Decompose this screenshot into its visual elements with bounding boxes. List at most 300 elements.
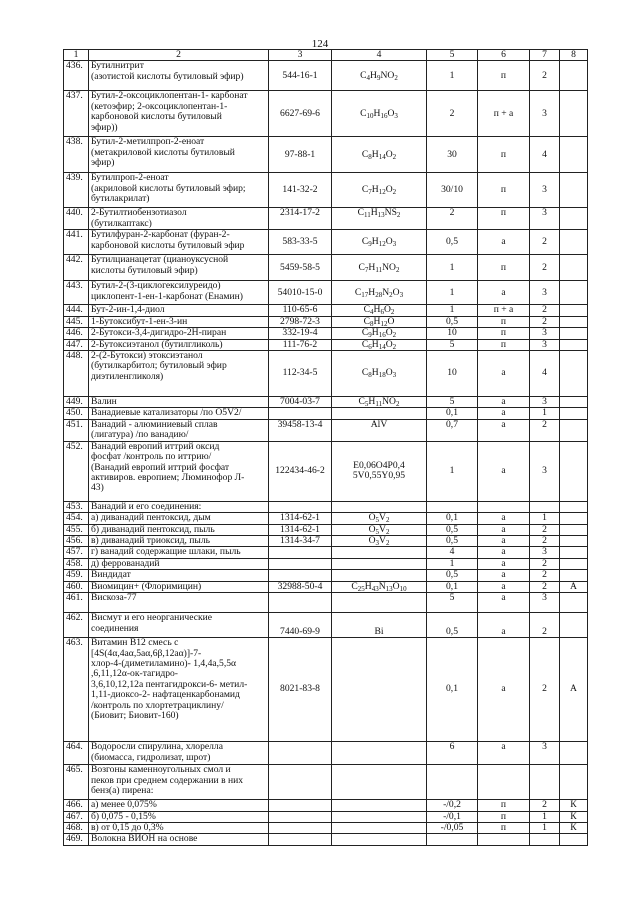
- name-line: Виндидат: [91, 569, 131, 581]
- name-line: ,6,11,12α-ок-тагидро-: [91, 668, 179, 680]
- row-number: 455.: [64, 524, 89, 535]
- name-line: а) диванадий пентоксид, дым: [91, 512, 211, 524]
- name-line: пеков при среднем содержании в них: [91, 774, 244, 786]
- name-line: Водоросли спирулина, хлорелла: [91, 741, 223, 753]
- column-header: 2: [89, 50, 269, 61]
- aggregate-state: а: [478, 281, 530, 305]
- row-number: 449.: [64, 397, 89, 408]
- cas-number: 1314-62-1: [269, 513, 332, 524]
- formula: $C_8H_{12}O$: [332, 316, 427, 327]
- note: К: [560, 811, 588, 822]
- note: [560, 230, 588, 255]
- substance-name: [89, 339, 269, 350]
- formula: $C_4H_9NO_2$: [332, 61, 427, 91]
- note: [560, 305, 588, 316]
- pdk-value: 1: [427, 61, 478, 91]
- cas-number: [269, 834, 332, 845]
- note: [560, 419, 588, 441]
- name-line: Вискоза-77: [91, 592, 137, 604]
- formula: $C_4H_6O_2$: [332, 305, 427, 316]
- table-row: [64, 765, 588, 800]
- table-row: [64, 513, 588, 524]
- formula: $C_{10}H_{16}O_3$: [332, 91, 427, 137]
- table-row: [64, 91, 588, 137]
- pdk-value: 1: [427, 255, 478, 281]
- aggregate-state: а: [478, 419, 530, 441]
- hazard-class: 3: [530, 742, 560, 765]
- name-line: Бутил-2-метилпроп-2-еноат: [91, 136, 205, 148]
- pdk-value: 5: [427, 397, 478, 408]
- name-line: Бутил-2-оксоциклопентан-1- карбонат: [91, 90, 248, 102]
- note: [560, 408, 588, 419]
- hazard-class: 4: [530, 351, 560, 397]
- row-number: 468.: [64, 822, 89, 833]
- name-line: (биомасса, гидролизат, шрот): [91, 751, 211, 763]
- formula: [332, 834, 427, 845]
- row-number: 458.: [64, 558, 89, 569]
- substance-name: [89, 513, 269, 524]
- note: К: [560, 800, 588, 811]
- table-row: [64, 570, 588, 581]
- substance-name: [89, 305, 269, 316]
- formula: $C_5H_{11}NO_2$: [332, 397, 427, 408]
- substance-name: [89, 570, 269, 581]
- pdk-value: 10: [427, 328, 478, 339]
- row-number: 464.: [64, 742, 89, 765]
- table-row: [64, 61, 588, 91]
- substance-name: [89, 811, 269, 822]
- aggregate-state: [478, 834, 530, 845]
- formula: [332, 811, 427, 822]
- pdk-value: 0,1: [427, 581, 478, 592]
- name-line: хлор-4-(диметиламино)- 1,4,4a,5,5α: [91, 657, 237, 669]
- pdk-value: 0,5: [427, 536, 478, 547]
- name-line: а) менее 0,075%: [91, 799, 157, 811]
- table-row: [64, 339, 588, 350]
- row-number: 466.: [64, 800, 89, 811]
- cas-number: [269, 800, 332, 811]
- table-row: [64, 408, 588, 419]
- pdk-value: 2: [427, 91, 478, 137]
- pdk-value: 2: [427, 208, 478, 230]
- note: [560, 137, 588, 173]
- row-number: 457.: [64, 547, 89, 558]
- pdk-value: 5: [427, 339, 478, 350]
- pdk-value: 4: [427, 547, 478, 558]
- substance-name: [89, 524, 269, 535]
- table-row: [64, 822, 588, 833]
- hazard-class: [530, 765, 560, 800]
- substance-name: [89, 613, 269, 638]
- pdk-value: [427, 501, 478, 512]
- cas-number: 111-76-2: [269, 339, 332, 350]
- row-number: 443.: [64, 281, 89, 305]
- name-line: [4S(4α,4aα,5aα,6β,12aα)]-7-: [91, 647, 202, 659]
- row-number: 465.: [64, 765, 89, 800]
- formula: Bi: [332, 613, 427, 638]
- name-line: 2-Бутоксиэтанол (бутилгликоль): [91, 338, 223, 350]
- aggregate-state: [478, 765, 530, 800]
- note: [560, 281, 588, 305]
- note: А: [560, 581, 588, 592]
- name-line: эфир): [91, 157, 115, 169]
- name-line: карбоновой кислоты бутиловый: [91, 111, 222, 123]
- substance-name: [89, 351, 269, 397]
- hazard-class: 2: [530, 316, 560, 327]
- formula: [332, 547, 427, 558]
- name-line: 2-Бутокси-3,4-дигидро-2Н-пиран: [91, 327, 227, 339]
- aggregate-state: [478, 501, 530, 512]
- table-row: [64, 811, 588, 822]
- name-line: Бутилпроп-2-еноат: [91, 172, 169, 184]
- cas-number: [269, 811, 332, 822]
- substance-name: [89, 419, 269, 441]
- cas-number: [269, 593, 332, 613]
- row-number: 456.: [64, 536, 89, 547]
- formula: $O_5V_2$: [332, 524, 427, 535]
- hazard-class: 2: [530, 305, 560, 316]
- formula: $C_{11}H_{13}NS_2$: [332, 208, 427, 230]
- substance-name: [89, 208, 269, 230]
- pdk-value: 1: [427, 558, 478, 569]
- cas-number: [269, 765, 332, 800]
- row-number: 441.: [64, 230, 89, 255]
- name-line: бенз(а) пирена:: [91, 784, 154, 796]
- table-row: [64, 524, 588, 535]
- aggregate-state: п: [478, 208, 530, 230]
- pdk-value: -/0,2: [427, 800, 478, 811]
- substance-name: [89, 593, 269, 613]
- substance-name: [89, 441, 269, 501]
- note: [560, 765, 588, 800]
- name-line: кислоты бутиловый эфир): [91, 264, 198, 276]
- name-line: 43): [91, 482, 104, 494]
- name-line: Бутилнитрит: [91, 60, 144, 72]
- cas-number: 32988-50-4: [269, 581, 332, 592]
- column-header: 7: [530, 50, 560, 61]
- row-number: 453.: [64, 501, 89, 512]
- hazard-class: 3: [530, 339, 560, 350]
- table-row: [64, 328, 588, 339]
- column-header: 3: [269, 50, 332, 61]
- row-number: 451.: [64, 419, 89, 441]
- pdk-value: 1: [427, 281, 478, 305]
- column-header: 5: [427, 50, 478, 61]
- note: [560, 536, 588, 547]
- hazard-class: 2: [530, 255, 560, 281]
- table-row: [64, 547, 588, 558]
- cas-number: [269, 408, 332, 419]
- row-number: 436.: [64, 61, 89, 91]
- table-row: [64, 281, 588, 305]
- hazard-class: 2: [530, 800, 560, 811]
- aggregate-state: п: [478, 61, 530, 91]
- formula: AlV: [332, 419, 427, 441]
- name-line: (кетоэфир; 2-оксоциклопентан-1-: [91, 100, 228, 112]
- name-line: д) феррованадий: [91, 557, 160, 569]
- substance-name: [89, 91, 269, 137]
- name-line: соединения: [91, 622, 139, 634]
- hazard-class: 3: [530, 397, 560, 408]
- cas-number: [269, 570, 332, 581]
- pdk-value: 0,5: [427, 524, 478, 535]
- column-header: 6: [478, 50, 530, 61]
- formula: $C_7H_{11}NO_2$: [332, 255, 427, 281]
- name-line: 1-Бутоксибут-1-ен-3-ин: [91, 315, 188, 327]
- name-line: Витамин B12 смесь с: [91, 637, 179, 649]
- note: [560, 208, 588, 230]
- name-line: Ванадий и его соединения:: [91, 500, 202, 512]
- note: [560, 339, 588, 350]
- substance-name: [89, 834, 269, 845]
- formula: $C_{17}H_{28}N_2O_3$: [332, 281, 427, 305]
- name-line: Виомицин+ (Флоримицин): [91, 580, 202, 592]
- row-number: 452.: [64, 441, 89, 501]
- table-row: [64, 305, 588, 316]
- hazard-class: 3: [530, 281, 560, 305]
- hazard-class: [530, 834, 560, 845]
- substance-name: [89, 822, 269, 833]
- name-line: (бутилкаптакс): [91, 217, 152, 229]
- cas-number: 6627-69-6: [269, 91, 332, 137]
- aggregate-state: а: [478, 524, 530, 535]
- name-line: фосфат /контроль по иттрию/: [91, 451, 212, 463]
- formula: $C_8H_{18}O_3$: [332, 351, 427, 397]
- name-line: Ванадий европий иттрий оксид: [91, 440, 220, 452]
- aggregate-state: п: [478, 328, 530, 339]
- name-line: диэтиленгликоля): [91, 370, 164, 382]
- name-line: Волокна ВИОН на основе: [91, 833, 198, 845]
- name-line: б) диванадий пентоксид, пыль: [91, 523, 215, 535]
- formula: [332, 593, 427, 613]
- aggregate-state: а: [478, 547, 530, 558]
- formula: [332, 742, 427, 765]
- table-row: [64, 441, 588, 501]
- note: [560, 351, 588, 397]
- table-row: [64, 137, 588, 173]
- formula: [332, 822, 427, 833]
- note: К: [560, 822, 588, 833]
- note: [560, 513, 588, 524]
- name-line: активиров. европием; Люминофор Л-: [91, 472, 245, 484]
- table-row: [64, 834, 588, 845]
- cas-number: 7004-03-7: [269, 397, 332, 408]
- substance-name: [89, 547, 269, 558]
- name-line: (метакриловой кислоты бутиловый: [91, 146, 235, 158]
- table-row: [64, 208, 588, 230]
- note: [560, 316, 588, 327]
- name-line: Бут-2-ин-1,4-диол: [91, 304, 165, 316]
- column-header: 4: [332, 50, 427, 61]
- formula: [332, 638, 427, 742]
- hazard-class: 2: [530, 638, 560, 742]
- aggregate-state: а: [478, 570, 530, 581]
- row-number: 445.: [64, 316, 89, 327]
- name-line: Ванадиевые катализаторы /по O5V2/: [91, 407, 242, 419]
- cas-number: 141-32-2: [269, 173, 332, 208]
- cas-number: [269, 501, 332, 512]
- pdk-value: 10: [427, 351, 478, 397]
- aggregate-state: п + а: [478, 305, 530, 316]
- row-number: 440.: [64, 208, 89, 230]
- table-row: [64, 501, 588, 512]
- aggregate-state: п + а: [478, 91, 530, 137]
- aggregate-state: а: [478, 536, 530, 547]
- substances-table: [63, 49, 588, 846]
- note: [560, 255, 588, 281]
- name-line: 1,11-диоксо-2- нафтаценкарбонамид: [91, 689, 240, 701]
- pdk-value: 5: [427, 593, 478, 613]
- hazard-class: 2: [530, 419, 560, 441]
- formula: [332, 501, 427, 512]
- cas-number: 583-33-5: [269, 230, 332, 255]
- formula: [332, 408, 427, 419]
- hazard-class: 2: [530, 558, 560, 569]
- table-row: [64, 397, 588, 408]
- name-line: в) диванадий триоксид, пыль: [91, 535, 211, 547]
- substance-name: [89, 230, 269, 255]
- page-number: 124: [311, 38, 329, 50]
- note: А: [560, 638, 588, 742]
- formula: [332, 800, 427, 811]
- substance-name: [89, 316, 269, 327]
- table-row: [64, 800, 588, 811]
- cas-number: 1314-62-1: [269, 524, 332, 535]
- row-number: 447.: [64, 339, 89, 350]
- table-row: [64, 419, 588, 441]
- substance-name: [89, 558, 269, 569]
- substance-name: [89, 638, 269, 742]
- name-line: эфир)): [91, 121, 118, 133]
- name-line: Бутил-2-(3-циклогексилуреидо): [91, 280, 221, 292]
- substance-name: [89, 61, 269, 91]
- column-header: 1: [64, 50, 89, 61]
- pdk-value: 1: [427, 305, 478, 316]
- aggregate-state: а: [478, 230, 530, 255]
- formula: [332, 765, 427, 800]
- pdk-value: [427, 765, 478, 800]
- cas-number: 2798-72-3: [269, 316, 332, 327]
- cas-number: [269, 742, 332, 765]
- pdk-value: 0,7: [427, 419, 478, 441]
- table-row: [64, 558, 588, 569]
- table-row: [64, 638, 588, 742]
- hazard-class: 3: [530, 441, 560, 501]
- pdk-value: 0,1: [427, 513, 478, 524]
- aggregate-state: а: [478, 408, 530, 419]
- aggregate-state: а: [478, 397, 530, 408]
- pdk-value: 1: [427, 441, 478, 501]
- note: [560, 547, 588, 558]
- hazard-class: 3: [530, 173, 560, 208]
- note: [560, 558, 588, 569]
- row-number: 444.: [64, 305, 89, 316]
- cas-number: 5459-58-5: [269, 255, 332, 281]
- aggregate-state: а: [478, 613, 530, 638]
- formula: $C_9H_{12}O_3$: [332, 230, 427, 255]
- hazard-class: 2: [530, 613, 560, 638]
- name-line: Бутилцианацетат (цианоуксусной: [91, 254, 229, 266]
- substance-name: [89, 328, 269, 339]
- note: [560, 61, 588, 91]
- aggregate-state: а: [478, 742, 530, 765]
- aggregate-state: п: [478, 339, 530, 350]
- hazard-class: 1: [530, 822, 560, 833]
- aggregate-state: а: [478, 638, 530, 742]
- pdk-value: [427, 834, 478, 845]
- name-line: бутилакрилат): [91, 193, 150, 205]
- aggregate-state: п: [478, 800, 530, 811]
- table-row: [64, 613, 588, 638]
- substance-name: [89, 581, 269, 592]
- note: [560, 613, 588, 638]
- row-number: 459.: [64, 570, 89, 581]
- name-line: в) от 0,15 до 0,3%: [91, 821, 164, 833]
- pdk-value: 0,5: [427, 230, 478, 255]
- pdk-value: 0,5: [427, 570, 478, 581]
- hazard-class: 3: [530, 208, 560, 230]
- pdk-value: -/0,05: [427, 822, 478, 833]
- formula: $O_3V_2$: [332, 536, 427, 547]
- aggregate-state: п: [478, 255, 530, 281]
- substance-name: [89, 173, 269, 208]
- cas-number: 332-19-4: [269, 328, 332, 339]
- row-number: 439.: [64, 173, 89, 208]
- note: [560, 397, 588, 408]
- name-line: Валин: [91, 396, 117, 408]
- name-line: 2-(2-Бутокси) этоксиэтанол: [91, 350, 203, 362]
- cas-number: [269, 822, 332, 833]
- cas-number: 8021-83-8: [269, 638, 332, 742]
- aggregate-state: п: [478, 137, 530, 173]
- formula: E0,06O4P0,4 5V0,55Y0,95: [332, 441, 427, 501]
- hazard-class: 4: [530, 137, 560, 173]
- row-number: 469.: [64, 834, 89, 845]
- cas-number: 7440-69-9: [269, 613, 332, 638]
- name-line: б) 0,075 - 0,15%: [91, 810, 156, 822]
- hazard-class: 3: [530, 328, 560, 339]
- row-number: 467.: [64, 811, 89, 822]
- row-number: 437.: [64, 91, 89, 137]
- table-row: [64, 351, 588, 397]
- pdk-value: 6: [427, 742, 478, 765]
- cas-number: 2314-17-2: [269, 208, 332, 230]
- aggregate-state: а: [478, 593, 530, 613]
- cas-number: [269, 547, 332, 558]
- name-line: Ванадий - алюминиевый сплав: [91, 418, 218, 430]
- cas-number: 122434-46-2: [269, 441, 332, 501]
- note: [560, 173, 588, 208]
- name-line: (Ванадий европий иттрий фосфат: [91, 461, 230, 473]
- hazard-class: 1: [530, 811, 560, 822]
- row-number: 462.: [64, 613, 89, 638]
- hazard-class: 3: [530, 91, 560, 137]
- substance-name: [89, 742, 269, 765]
- row-number: 454.: [64, 513, 89, 524]
- note: [560, 570, 588, 581]
- aggregate-state: п: [478, 822, 530, 833]
- cas-number: 97-88-1: [269, 137, 332, 173]
- hazard-class: 2: [530, 230, 560, 255]
- name-line: (Биовит; Биовит-160): [91, 709, 179, 721]
- hazard-class: 2: [530, 536, 560, 547]
- substance-name: [89, 765, 269, 800]
- aggregate-state: п: [478, 173, 530, 208]
- cas-number: 112-34-5: [269, 351, 332, 397]
- pdk-value: -/0,1: [427, 811, 478, 822]
- name-line: (бутилкарбитол; бутиловый эфир: [91, 360, 227, 372]
- name-line: /контроль по хлортетрациклину/: [91, 699, 224, 711]
